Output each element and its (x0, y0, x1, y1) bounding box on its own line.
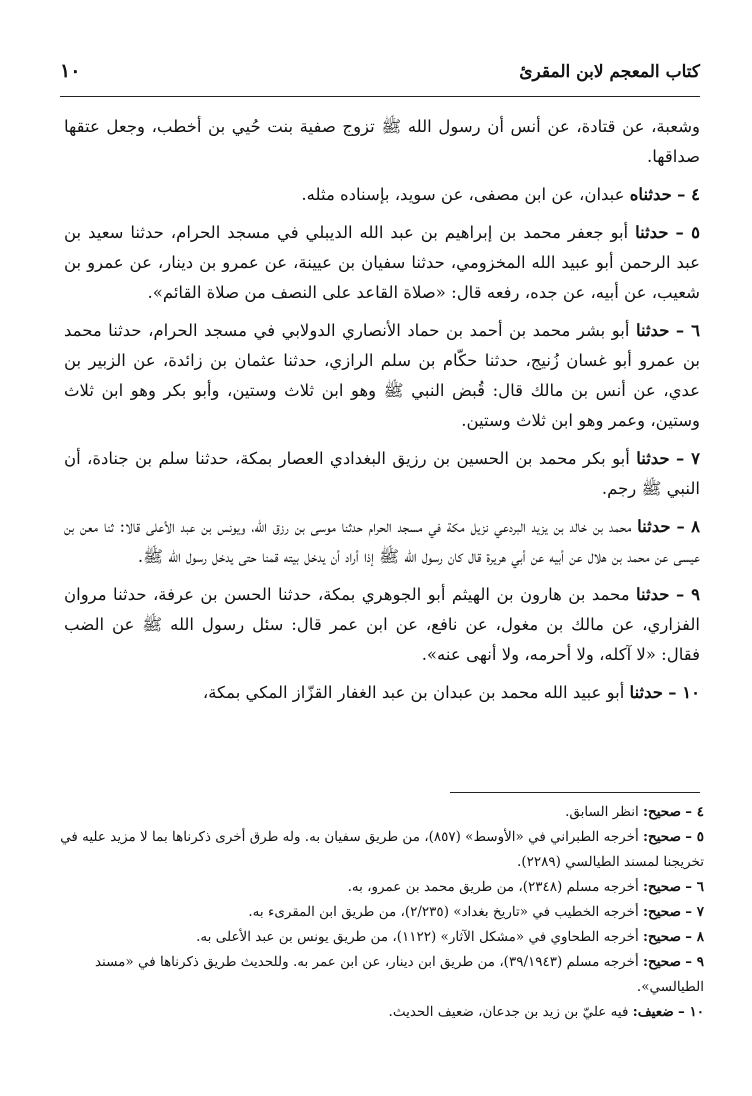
hadith-5 (64, 218, 700, 308)
footnote-number: ٩ – (685, 954, 704, 970)
hadith-7 (64, 444, 700, 504)
footnote-text: أخرجه مسلم (٢٣٤٨)، من طريق محمد بن عمرو، به. (347, 879, 639, 895)
footnote-text: أخرجه الطبراني في «الأوسط» (٨٥٧)، من طريق سفيان به. وله طرق أخرى ذكرناها بما لا مزيد عليه في تخريجنا لمسند الطيالسي (٢٢٨٩). (60, 829, 704, 870)
footnote-8 (60, 925, 704, 950)
hadith-chain-head: حدثناه (629, 185, 672, 204)
hadith-chain-head: حدثنا (629, 683, 664, 702)
hadith-number: ٥ – (675, 223, 701, 242)
footnote-grade: صحيح: (643, 904, 681, 920)
hadith-chain-head: حدثنا (635, 321, 670, 340)
footnote-text: أخرجه الطحاوي في «مشكل الآثار» (١١٢٢)، من طريق يونس بن عبد الأعلى به. (196, 929, 639, 945)
footnote-10 (60, 1000, 704, 1025)
hadith-number: ٦ – (675, 321, 700, 340)
footnote-5 (60, 825, 704, 875)
hadith-6 (64, 316, 700, 436)
hadith-number: ٧ – (676, 449, 701, 468)
hadith-chain-head: حدثنا (637, 517, 671, 536)
page-number: ١٠ (60, 60, 81, 82)
footnote-text: انظر السابق. (565, 804, 639, 820)
hadith-text: أبو عبيد الله محمد بن عبدان بن عبد الغفار القزّاز المكي بمكة، (202, 683, 625, 702)
hadith-text: محمد بن خالد بن يزيد البردعي نزيل مكة في مسجد الحرام حدثنا موسى بن رزق الله، ويونس بن عبد الأعلى قالا: ثنا معن بن عيسى عن محمد بن هلال عن أبيه عن أبي هريرة قال كان رسول الله ﷺ إذا أراد أن يدخل بيته قمنا حتى يدخل رسول الله ﷺ. (64, 517, 700, 566)
hadith-text: محمد بن هارون بن الهيثم أبو الجوهري بمكة، حدثنا الحسن بن عرفة، حدثنا مروان الفزاري، عن مالك بن مغول، عن نافع، عن ابن عمر قال: سئل رسول الله ﷺ عن الضب فقال: «لا آكله، ولا أحرمه، ولا أنهى عنه». (64, 585, 700, 664)
footnote-text: أخرجه الخطيب في «تاريخ بغداد» (٢/٢٣٥)، من طريق ابن المقرىء به. (248, 904, 639, 920)
page-header (60, 62, 700, 97)
hadith-number: ٨ – (676, 517, 700, 536)
footnote-divider (450, 792, 700, 793)
footnote-number: ٤ – (685, 804, 704, 820)
hadith-number: ١٠ – (668, 683, 700, 702)
main-text (64, 112, 700, 716)
hadith-10 (64, 678, 700, 708)
hadith-text: أبو جعفر محمد بن إبراهيم بن عبد الله الديبلي في مسجد الحرام، حدثنا سعيد بن عبد الرحمن أبو عبيد الله المخزومي، حدثنا سفيان بن عيينة، عن عمرو بن دينار، عن عمرو بن شعيب، عن أبيه، عن جده، رفعه قال: «صلاة القاعد على النصف من صلاة القائم». (64, 223, 700, 302)
footnote-number: ٧ – (685, 904, 704, 920)
footnote-grade: صحيح: (643, 879, 681, 895)
footnote-9 (60, 950, 704, 1000)
footnote-number: ١٠ – (678, 1004, 704, 1020)
hadith-number: ٤ – (677, 185, 700, 204)
footnote-number: ٥ – (685, 829, 704, 845)
footnote-grade: صحيح: (643, 929, 681, 945)
hadith-text: وشعبة، عن قتادة، عن أنس أن رسول الله ﷺ تزوج صفية بنت حُيي بن أخطب، وجعل عتقها صداقها. (64, 117, 700, 166)
hadith-8 (64, 512, 700, 572)
hadith-number: ٩ – (675, 585, 701, 604)
hadith-chain-head: حدثنا (636, 449, 670, 468)
footnote-grade: صحيح: (643, 829, 681, 845)
hadith-text: أبو بكر محمد بن الحسين بن رزيق البغدادي العصار بمكة، حدثنا سلم بن جنادة، أن النبي ﷺ رجم. (64, 449, 700, 498)
hadith-chain-head: حدثنا (635, 223, 669, 242)
hadith-9 (64, 580, 700, 670)
book-title: كتاب المعجم لابن المقرئ (519, 62, 700, 82)
footnote-grade: صحيح: (643, 804, 681, 820)
footnote-text: أخرجه مسلم (٣٩/١٩٤٣)، من طريق ابن دينار، عن ابن عمر به. وللحديث طريق ذكرناها في «مسند الطيالسي». (94, 954, 704, 995)
footnote-7 (60, 900, 704, 925)
footnote-grade: ضعيف: (632, 1004, 674, 1020)
hadith-4 (64, 180, 700, 210)
footnote-6 (60, 875, 704, 900)
hadith-3-continued (64, 112, 700, 172)
hadith-text: أبو بشر محمد بن أحمد بن حماد الأنصاري الدولابي في مسجد الحرام، حدثنا محمد بن عمرو أبو غسان زُنيج، حدثنا حكّام بن سلم الرازي، حدثنا عثمان بن زائدة، عن الزبير بن عدي، عن أنس بن مالك قال: قُبض النبي ﷺ وهو ابن ثلاث وستين، وأبو بكر وهو ابن ثلاث وستين، وعمر وهو ابن ثلاث وستين. (64, 321, 700, 430)
footnote-text: فيه عليّ بن زيد بن جدعان، ضعيف الحديث. (388, 1004, 629, 1020)
hadith-chain-head: حدثنا (636, 585, 670, 604)
hadith-text: عبدان، عن ابن مصفى، عن سويد، بإسناده مثله. (301, 185, 625, 204)
footnote-grade: صحيح: (643, 954, 681, 970)
footnote-4 (60, 800, 704, 825)
footnote-number: ٦ – (685, 879, 704, 895)
footnote-number: ٨ – (685, 929, 704, 945)
footnotes (60, 800, 704, 1025)
